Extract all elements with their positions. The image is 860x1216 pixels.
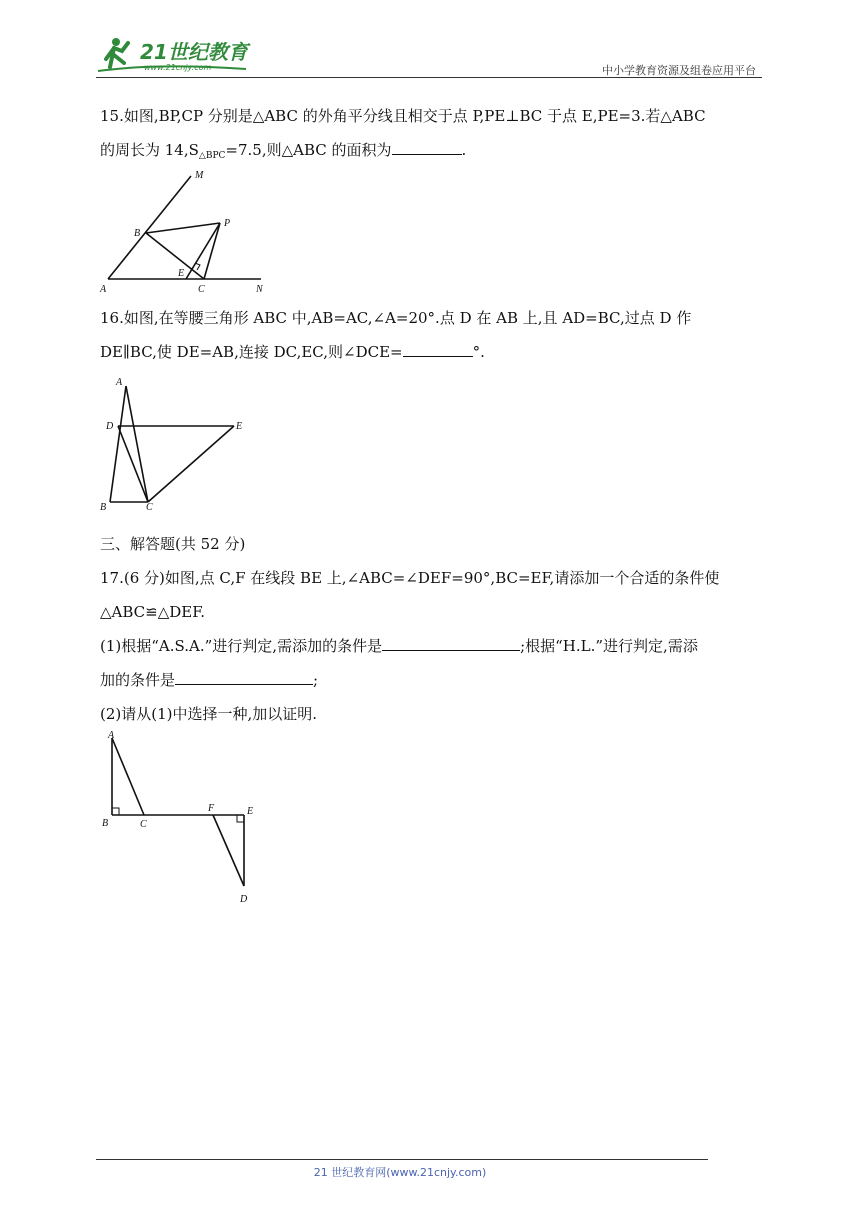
svg-text:A: A <box>116 377 123 388</box>
q17-line1: 17.(6 分)如图,点 C,F 在线段 BE 上,∠ABC=∠DEF=90°,BC=EF,请添加一个合适的条件使 <box>100 569 720 587</box>
q17-hl-blank[interactable] <box>175 670 313 685</box>
site-logo <box>96 33 256 75</box>
svg-text:B: B <box>134 228 141 239</box>
svg-text:E: E <box>247 806 254 817</box>
svg-text:E: E <box>178 268 185 279</box>
logo-text: 21世纪教育 <box>140 40 248 64</box>
svg-text:C: C <box>146 502 153 513</box>
q17-line4: 加的条件是 ; <box>100 671 319 689</box>
svg-text:F: F <box>208 803 215 814</box>
header-divider <box>96 77 762 78</box>
q15-answer-blank[interactable] <box>392 140 462 155</box>
svg-text:B: B <box>102 818 109 829</box>
svg-text:E: E <box>236 421 243 432</box>
q15-line1: 15.如图,BP,CP 分别是△ABC 的外角平分线且相交于点 P,PE⊥BC 于点 E,PE=3.若△ABC <box>100 107 706 125</box>
svg-text:A: A <box>108 730 115 741</box>
svg-text:D: D <box>106 421 114 432</box>
logo-url: www.21cnjy.com <box>144 63 212 72</box>
svg-text:N: N <box>256 284 263 295</box>
q16-line2: DE∥BC,使 DE=AB,连接 DC,EC,则∠DCE= °. <box>100 343 485 361</box>
svg-text:C: C <box>198 284 205 295</box>
q17-asa-blank[interactable] <box>382 636 520 651</box>
svg-text:P: P <box>224 218 231 229</box>
svg-text:C: C <box>140 819 147 830</box>
q16-figure <box>96 374 256 514</box>
q17-line5: (2)请从(1)中选择一种,加以证明. <box>100 705 318 723</box>
q16-line1: 16.如图,在等腰三角形 ABC 中,AB=AC,∠A=20°.点 D 在 AB 上,且 AD=BC,过点 D 作 <box>100 309 692 327</box>
q15-line2: 的周长为 $14,S_{\triangle BPC}=7.5$,则△ABC 的面积为 . <box>100 141 467 161</box>
logo-runner-icon <box>96 33 256 75</box>
header-platform-text: 中小学教育资源及组卷应用平台 <box>602 64 756 77</box>
q15-figure <box>96 166 276 298</box>
svg-text:A: A <box>100 284 107 295</box>
section-title: 三、解答题(共 52 分) <box>100 535 246 553</box>
q17-line3: (1)根据“A.S.A.”进行判定,需添加的条件是 ;根据“H.L.”进行判定,需添 <box>100 637 698 655</box>
footer-divider <box>96 1159 708 1160</box>
q17-figure <box>96 726 266 910</box>
svg-text:M: M <box>195 170 204 181</box>
svg-text:B: B <box>100 502 107 513</box>
svg-text:D: D <box>240 894 248 905</box>
q17-line2: △ABC≌△DEF. <box>100 603 206 621</box>
footer-link[interactable]: 21 世纪教育网(www.21cnjy.com) <box>313 1166 487 1179</box>
q16-answer-blank[interactable] <box>403 342 473 357</box>
